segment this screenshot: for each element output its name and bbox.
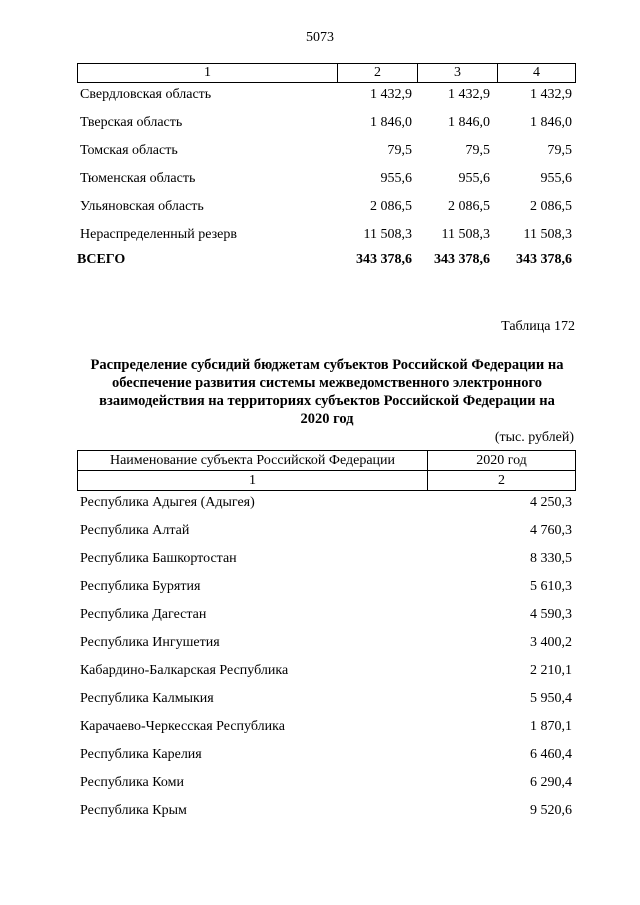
value-col-3: 1 846,0 [448,115,490,130]
table-row [0,632,640,654]
region-name: Республика Ингушетия [80,635,220,650]
value-col-4: 79,5 [547,143,572,158]
value-col-3: 79,5 [465,143,490,158]
region-name: Ульяновская область [80,199,204,214]
table-row [0,604,640,626]
region-name: Кабардино-Балкарская Республика [80,663,289,678]
total-row [0,250,640,270]
subsidy-value: 4 760,3 [530,523,572,538]
table2-header [77,450,576,491]
subsidy-value: 4 590,3 [530,607,572,622]
value-col-3: 955,6 [458,171,490,186]
region-name: Республика Карелия [80,747,202,762]
table-row [0,800,640,822]
subsidy-value: 5 950,4 [530,691,572,706]
table-row [0,85,640,105]
value-col-2: 11 508,3 [363,227,412,242]
value-col-2: 79,5 [387,143,412,158]
unit-label: (тыс. рублей) [494,430,574,445]
value-col-4: 1 432,9 [530,87,572,102]
table-title-line: взаимодействия на территориях субъектов Российской Федерации на [99,393,555,409]
table-row [0,772,640,794]
subsidy-value: 6 290,4 [530,775,572,790]
table-row [0,225,640,245]
value-col-4: 1 846,0 [530,115,572,130]
table-row [0,520,640,542]
value-col-3: 11 508,3 [441,227,490,242]
table1-header [77,63,576,83]
table-row [0,660,640,682]
table-row [0,169,640,189]
region-name: Республика Алтай [80,523,190,538]
table1-header-col-4: 4 [533,65,540,80]
subsidy-value: 4 250,3 [530,495,572,510]
region-name: Тюменская область [80,171,196,186]
table-row [0,492,640,514]
column-number-1: 1 [249,473,256,488]
page-number: 5073 [306,30,334,45]
subsidy-value: 9 520,6 [530,803,572,818]
subsidy-value: 6 460,4 [530,747,572,762]
table-title-line: Распределение субсидий бюджетам субъектов Российской Федерации на [90,357,564,373]
subsidy-value: 8 330,5 [530,551,572,566]
total-col-3: 343 378,6 [434,252,490,267]
value-col-2: 1 846,0 [370,115,412,130]
region-name: Республика Крым [80,803,187,818]
table-row [0,716,640,738]
table-row [0,688,640,710]
column-header-region: Наименование субъекта Российской Федерации [109,453,396,468]
table-row [0,744,640,766]
region-name: Республика Башкортостан [80,551,237,566]
value-col-3: 1 432,9 [448,87,490,102]
value-col-2: 955,6 [380,171,412,186]
table-row [0,141,640,161]
table1-header-col-2: 2 [374,65,381,80]
table1-header-col-3: 3 [454,65,461,80]
region-name: Республика Адыгея (Адыгея) [80,495,255,510]
column-number-2: 2 [498,473,505,488]
value-col-2: 1 432,9 [370,87,412,102]
region-name: Свердловская область [80,87,212,102]
table-title-line: обеспечение развития системы межведомственного электронного [112,375,542,391]
region-name: Республика Дагестан [80,607,207,622]
subsidy-value: 2 210,1 [530,663,572,678]
value-col-2: 2 086,5 [370,199,412,214]
region-name: Карачаево-Черкесская Республика [80,719,285,734]
table-row [0,197,640,217]
region-name: Нераспределенный резерв [80,227,237,242]
table-title [72,356,582,428]
value-col-4: 11 508,3 [523,227,572,242]
region-name: Республика Коми [80,775,184,790]
table-row [0,576,640,598]
table-row [0,113,640,133]
table1-header-col-1: 1 [204,65,211,80]
subsidy-value: 1 870,1 [530,719,572,734]
total-col-2: 343 378,6 [356,252,412,267]
table-row [0,548,640,570]
subsidy-value: 5 610,3 [530,579,572,594]
region-name: Тверская область [80,115,183,130]
region-name: Томская область [80,143,178,158]
table-title-line: 2020 год [300,411,354,427]
total-label: ВСЕГО [77,252,126,267]
total-col-4: 343 378,6 [516,252,572,267]
region-name: Республика Калмыкия [80,691,214,706]
region-name: Республика Бурятия [80,579,201,594]
value-col-4: 955,6 [540,171,572,186]
value-col-4: 2 086,5 [530,199,572,214]
table-number-label: Таблица 172 [501,319,575,334]
value-col-3: 2 086,5 [448,199,490,214]
subsidy-value: 3 400,2 [530,635,572,650]
column-header-year: 2020 год [476,453,527,468]
